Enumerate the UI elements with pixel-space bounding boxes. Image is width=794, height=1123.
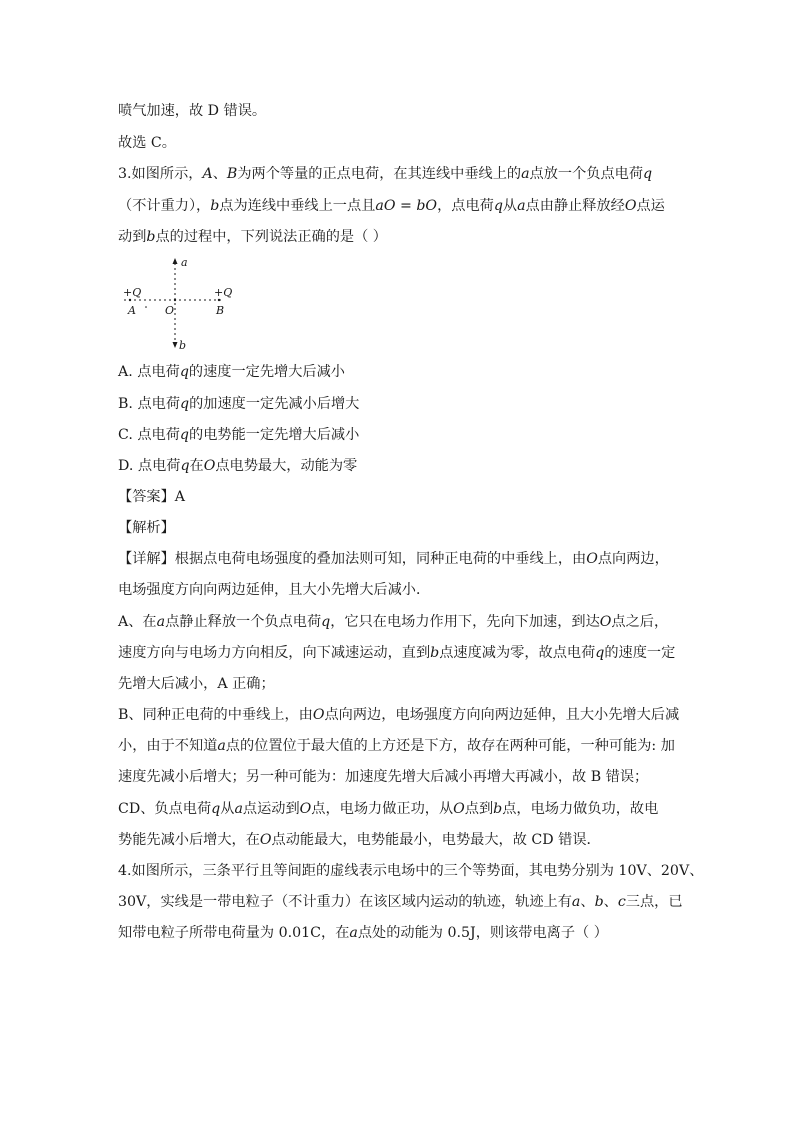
label-O: O [165, 304, 175, 317]
question-3-stem: 动到𝑏点的过程中，下列说法正确的是（ ） [118, 229, 387, 245]
explanation-line: 小，由于不知道𝑎点的位置位于最大值的上方还是下方，故存在两种可能，一种可能为: 加 [118, 738, 675, 754]
question-3-stem: （不计重力），𝑏点为连线中垂线上一点且𝑎𝑂 = 𝑏𝑂，点电荷𝑞从𝑎点由静止释放经𝑂点运 [118, 198, 665, 214]
label-B: B [216, 304, 225, 317]
label-plus-q-left: +Q [123, 286, 142, 299]
explanation-line: 电场强度方向向两边延伸，且大小先增大后减小． [118, 582, 431, 598]
label-A: A [128, 304, 136, 317]
option-b: B. 点电荷𝑞的加速度一定先减小后增大 [118, 396, 360, 412]
explanation-line: 速度方向与电场力方向相反，向下减速运动，直到𝑏点速度减为零，故点电荷𝑞的速度一定 [118, 645, 676, 661]
answer-heading: 【答案】A [118, 489, 185, 505]
question-4-stem: 知带电粒子所带电荷量为 0.01C，在𝑎点处的动能为 0.5J，则该带电离子（ ） [118, 925, 608, 941]
label-b: b [179, 339, 187, 352]
label-a: a [181, 256, 188, 269]
charge-diagram [118, 255, 248, 355]
explanation-line: B、同种正电荷的中垂线上，由𝑂点向两边，电场强度方向向两边延伸，且大小先增大后减 [118, 707, 680, 723]
explanation-line: CD、负点电荷𝑞从𝑎点运动到𝑂点，电场力做正功，从𝑂点到𝑏点，电场力做负功，故电 [118, 801, 659, 817]
explanation-line: 先增大后减小，A 正确； [118, 676, 275, 692]
analysis-heading: 【解析】 [118, 520, 175, 536]
question-4-stem: 4.如图所示，三条平行且等间距的虚线表示电场中的三个等势面，其电势分别为 10V、20V、 [118, 863, 704, 879]
option-c: C. 点电荷𝑞的电势能一定先增大后减小 [118, 427, 360, 443]
text-line: 喷气加速，故 D 错误。 [118, 103, 267, 119]
explanation-line: 【详解】根据点电荷电场强度的叠加法则可知，同种正电荷的中垂线上，由𝑂点向两边， [118, 551, 669, 567]
text-line: 故选 C。 [118, 135, 176, 151]
explanation-line: A、在𝑎点静止释放一个负点电荷𝑞，它只在电场力作用下，先向下加速，到达𝑂点之后， [118, 614, 669, 630]
question-3-stem: 3.如图所示，𝐴、𝐵为两个等量的正点电荷，在其连线中垂线上的𝑎点放一个负点电荷𝑞 [118, 166, 653, 182]
label-plus-q-right: +Q [214, 286, 233, 299]
explanation-line: 势能先减小后增大，在𝑂点动能最大，电势能最小，电势最大，故 CD 错误． [118, 832, 601, 848]
option-d: D. 点电荷𝑞在𝑂点电势最大，动能为零 [118, 458, 358, 474]
explanation-line: 速度先减小后增大；另一种可能为：加速度先增大后减小再增大再减小，故 B 错误； [118, 769, 649, 785]
question-4-stem: 30V，实线是一带电粒子（不计重力）在该区域内运动的轨迹，轨迹上有𝑎、𝑏、𝑐三点，已 [118, 894, 683, 910]
option-a: A. 点电荷𝑞的速度一定先增大后减小 [118, 364, 345, 380]
